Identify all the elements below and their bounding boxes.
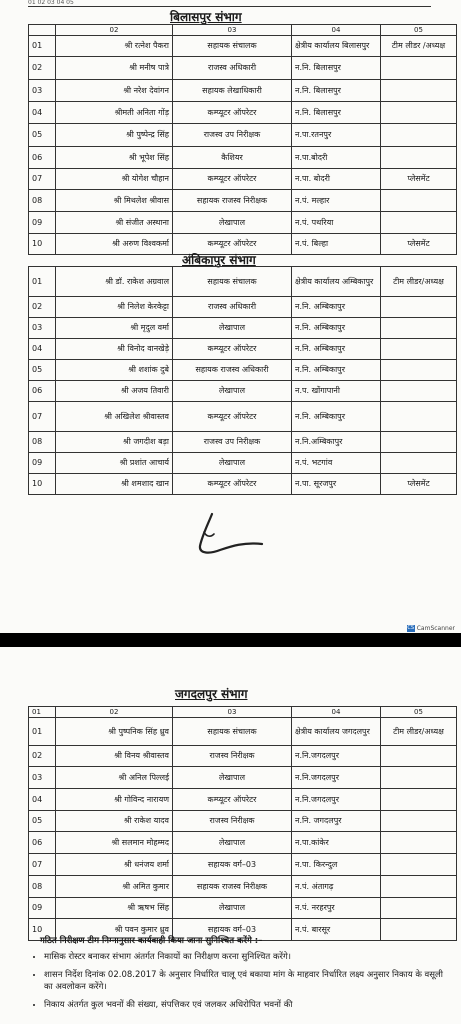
remark-cell	[381, 832, 457, 854]
serial-number-cell: 08	[29, 432, 56, 453]
serial-number-cell: 03	[29, 767, 56, 789]
header-cell: 05	[381, 707, 457, 718]
table-row	[29, 297, 457, 318]
signature	[190, 510, 270, 560]
table-row	[29, 854, 457, 876]
name-cell: श्री मृदुल वर्मा	[56, 318, 173, 339]
serial-number-cell: 08	[29, 190, 56, 212]
office-cell: न.नि. बिलासपुर	[292, 102, 381, 124]
office-cell: न.पं. नरहरपुर	[292, 898, 381, 919]
designation-cell: कम्प्यूटर ऑपरेटर	[173, 234, 292, 255]
office-cell: न.नि. बिलासपुर	[292, 57, 381, 80]
name-cell: श्रीमती अनिता गोंड़	[56, 102, 173, 124]
name-cell: श्री डॉ. राकेश अग्रवाल	[56, 267, 173, 297]
table-row	[29, 381, 457, 402]
serial-number-cell: 04	[29, 339, 56, 360]
serial-number-cell: 10	[29, 474, 56, 495]
table-row	[29, 267, 457, 297]
table-row	[29, 190, 457, 212]
designation-cell: कैशियर	[173, 147, 292, 169]
designation-cell: सहायक राजस्व निरीक्षक	[173, 876, 292, 898]
designation-cell: लेखापाल	[173, 767, 292, 789]
serial-number-cell: 07	[29, 854, 56, 876]
table-row	[29, 767, 457, 789]
designation-cell: कम्प्यूटर ऑपरेटर	[173, 789, 292, 811]
designation-cell: राजस्व निरीक्षक	[173, 811, 292, 832]
designation-cell: लेखापाल	[173, 453, 292, 474]
name-cell: श्री अजय तिवारी	[56, 381, 173, 402]
office-cell: न.पं. अंतागढ़	[292, 876, 381, 898]
table-row	[29, 746, 457, 767]
serial-number-cell: 10	[29, 919, 56, 941]
table-row	[29, 57, 457, 80]
serial-number-cell: 04	[29, 102, 56, 124]
serial-number-cell: 02	[29, 57, 56, 80]
header-cell: 02	[56, 25, 173, 36]
serial-number-cell: 10	[29, 234, 56, 255]
designation-cell: राजस्व उप निरीक्षक	[173, 432, 292, 453]
name-cell: श्री राकेश यादव	[56, 811, 173, 832]
office-cell: न.पं. पथरिया	[292, 212, 381, 234]
table-row	[29, 832, 457, 854]
remark-cell	[381, 402, 457, 432]
name-cell: श्री धनंजय शर्मा	[56, 854, 173, 876]
instructions-section	[32, 935, 452, 1017]
name-cell: श्री अनिल पिल्लई	[56, 767, 173, 789]
ambikapur-division-title: अंबिकापुर संभाग	[182, 253, 256, 267]
remark-cell	[381, 453, 457, 474]
serial-number-cell: 08	[29, 876, 56, 898]
serial-number-cell: 07	[29, 402, 56, 432]
table-row	[29, 876, 457, 898]
header-cell: 02	[56, 707, 173, 718]
remark-cell	[381, 432, 457, 453]
remark-cell: टीम लीडर/अध्यक्ष	[381, 718, 457, 746]
designation-cell: कम्प्यूटर ऑपरेटर	[173, 339, 292, 360]
table-row	[29, 811, 457, 832]
name-cell: श्री गोविन्द नारायण	[56, 789, 173, 811]
remark-cell: प्लेसमेंट	[381, 234, 457, 255]
remark-cell	[381, 57, 457, 80]
camscanner-label: CamScanner	[416, 625, 455, 632]
remark-cell	[381, 854, 457, 876]
serial-number-cell: 01	[29, 718, 56, 746]
office-cell: न.पं. बिल्हा	[292, 234, 381, 255]
header-cell: 03	[173, 25, 292, 36]
office-cell: न.पं. भटगांव	[292, 453, 381, 474]
table-row	[29, 360, 457, 381]
serial-number-cell: 03	[29, 80, 56, 102]
name-cell: श्री विनय श्रीवास्तव	[56, 746, 173, 767]
instruction-item: • मासिक रोस्टर बनाकर संभाग अंतर्गत निकायों का निरीक्षण करना सुनिश्चित करेंगे।	[44, 951, 452, 963]
remark-cell	[381, 876, 457, 898]
page-separator	[0, 633, 461, 647]
office-cell: न.नि. अम्बिकापुर	[292, 318, 381, 339]
remark-cell	[381, 124, 457, 147]
serial-number-cell: 04	[29, 789, 56, 811]
table-row	[29, 102, 457, 124]
remark-cell	[381, 212, 457, 234]
remark-cell: प्लेसमेंट	[381, 169, 457, 190]
serial-number-cell: 02	[29, 746, 56, 767]
remark-cell	[381, 339, 457, 360]
name-cell: श्री विनोद वानखेड़े	[56, 339, 173, 360]
table-row	[29, 318, 457, 339]
remark-cell	[381, 360, 457, 381]
designation-cell: सहायक लेखाधिकारी	[173, 80, 292, 102]
name-cell: श्री अरुण विश्वकर्मा	[56, 234, 173, 255]
office-cell: न.पा.कांकेर	[292, 832, 381, 854]
table-row	[29, 402, 457, 432]
serial-number-cell: 06	[29, 381, 56, 402]
designation-cell: कम्प्यूटर ऑपरेटर	[173, 402, 292, 432]
remark-cell	[381, 811, 457, 832]
table-row	[29, 718, 457, 746]
camscanner-icon: CS	[407, 625, 415, 631]
table-header-row	[29, 25, 457, 36]
name-cell: श्री पुष्पेन्द्र सिंह	[56, 124, 173, 147]
remark-cell	[381, 746, 457, 767]
serial-number-cell: 05	[29, 360, 56, 381]
office-cell: न.नि.जगदलपुर	[292, 746, 381, 767]
serial-number-cell: 01	[29, 267, 56, 297]
name-cell: श्री सलमान मोहम्मद	[56, 832, 173, 854]
remark-cell	[381, 297, 457, 318]
instructions-heading: गठित निरीक्षण टीम निम्नानुसार कार्यवाही किया जाना सुनिश्चित करेंगे :–	[40, 936, 263, 946]
office-cell: क्षेत्रीय कार्यालय बिलासपुर	[292, 36, 381, 57]
table-row	[29, 789, 457, 811]
office-cell: न.नि.जगदलपुर	[292, 789, 381, 811]
header-cell: 03	[173, 707, 292, 718]
serial-number-cell: 06	[29, 832, 56, 854]
name-cell: श्री मनीष पात्रे	[56, 57, 173, 80]
designation-cell: सहायक वर्ग–03	[173, 854, 292, 876]
name-cell: श्री संजीत अस्थाना	[56, 212, 173, 234]
serial-number-cell: 03	[29, 318, 56, 339]
office-cell: न.नि. अम्बिकापुर	[292, 360, 381, 381]
table-row	[29, 339, 457, 360]
office-cell: न.प. खोंगापानी	[292, 381, 381, 402]
office-cell: न.पा.बोदरी	[292, 147, 381, 169]
office-cell: न.नि. अम्बिकापुर	[292, 297, 381, 318]
office-cell: क्षेत्रीय कार्यालय जगदलपुर	[292, 718, 381, 746]
designation-cell: सहायक राजस्व अधिकारी	[173, 360, 292, 381]
table-row	[29, 124, 457, 147]
scanned-page-2	[0, 647, 461, 1024]
serial-number-cell: 02	[29, 297, 56, 318]
name-cell: श्री योगेश चौहान	[56, 169, 173, 190]
instructions-list	[32, 951, 452, 1011]
office-cell: न.नि.जगदलपुर	[292, 767, 381, 789]
designation-cell: सहायक संचालक	[173, 36, 292, 57]
name-cell: श्री जगदीश बड़ा	[56, 432, 173, 453]
name-cell: श्री पुष्पनिक सिंह ध्रुव	[56, 718, 173, 746]
header-cell: 04	[292, 707, 381, 718]
instruction-item: • शासन निर्देश दिनांक 02.08.2017 के अनुसार निर्धारित चालू एवं बकाया मांग के माहवार निर्धारित लक्ष्य अनुसार निकाय के वसूली का अवलोकन करेंगे।	[44, 969, 452, 993]
bilaspur-table	[28, 24, 457, 255]
designation-cell: सहायक संचालक	[173, 718, 292, 746]
designation-cell: कम्प्यूटर ऑपरेटर	[173, 169, 292, 190]
designation-cell: सहायक वर्ग–03	[173, 919, 292, 941]
table-header-row	[29, 707, 457, 718]
jagdalpur-division-title: जगदलपुर संभाग	[175, 687, 248, 701]
instruction-item: • निकाय अंतर्गत कुल भवनों की संख्या, संपत्तिकर एवं जलकर अधिरोपित भवनों की	[44, 999, 452, 1011]
designation-cell: राजस्व निरीक्षक	[173, 746, 292, 767]
name-cell: श्री रत्नेश पैकरा	[56, 36, 173, 57]
remark-cell	[381, 381, 457, 402]
remark-cell	[381, 80, 457, 102]
office-cell: न.नि.अम्बिकापुर	[292, 432, 381, 453]
name-cell: श्री नरेश देवांगन	[56, 80, 173, 102]
serial-number-cell: 05	[29, 811, 56, 832]
remark-cell	[381, 147, 457, 169]
name-cell: श्री शशांक दुबे	[56, 360, 173, 381]
serial-number-cell: 06	[29, 147, 56, 169]
name-cell: श्री अखिलेश श्रीवास्तव	[56, 402, 173, 432]
table-row	[29, 898, 457, 919]
serial-number-cell: 09	[29, 212, 56, 234]
serial-number-cell: 05	[29, 124, 56, 147]
office-cell: न.नि. अम्बिकापुर	[292, 402, 381, 432]
name-cell: श्री शमशाद खान	[56, 474, 173, 495]
table-row	[29, 453, 457, 474]
designation-cell: सहायक राजस्व निरीक्षक	[173, 190, 292, 212]
office-cell: न.पं. बारसूर	[292, 919, 381, 941]
name-cell: श्री भूपेश सिंह	[56, 147, 173, 169]
name-cell: श्री प्रशांत आचार्य	[56, 453, 173, 474]
header-cell: 05	[381, 25, 457, 36]
designation-cell: कम्प्यूटर ऑपरेटर	[173, 102, 292, 124]
header-cell: 01	[29, 707, 56, 718]
office-cell: न.पा. सूरजपुर	[292, 474, 381, 495]
table-row	[29, 474, 457, 495]
bilaspur-division-title: बिलासपुर संभाग	[170, 10, 242, 24]
remark-cell	[381, 898, 457, 919]
top-number-strip: 01 02 03 04 05	[28, 0, 431, 7]
remark-cell: प्लेसमेंट	[381, 474, 457, 495]
designation-cell: लेखापाल	[173, 898, 292, 919]
office-cell: न.नि. अम्बिकापुर	[292, 339, 381, 360]
designation-cell: राजस्व अधिकारी	[173, 57, 292, 80]
office-cell: न.पं. मल्हार	[292, 190, 381, 212]
table-row	[29, 432, 457, 453]
designation-cell: कम्प्यूटर ऑपरेटर	[173, 474, 292, 495]
remark-cell	[381, 190, 457, 212]
office-cell: न.पा. किरन्दुल	[292, 854, 381, 876]
remark-cell	[381, 767, 457, 789]
remark-cell	[381, 789, 457, 811]
table-row	[29, 80, 457, 102]
designation-cell: लेखापाल	[173, 318, 292, 339]
office-cell: न.नि. बिलासपुर	[292, 80, 381, 102]
ambikapur-table	[28, 266, 457, 495]
table-row	[29, 147, 457, 169]
name-cell: श्री निलेश केरकेट्टा	[56, 297, 173, 318]
designation-cell: सहायक संचालक	[173, 267, 292, 297]
serial-number-cell: 09	[29, 898, 56, 919]
designation-cell: लेखापाल	[173, 212, 292, 234]
designation-cell: राजस्व उप निरीक्षक	[173, 124, 292, 147]
remark-cell	[381, 102, 457, 124]
office-cell: न.पा. बोदरी	[292, 169, 381, 190]
serial-number-cell: 07	[29, 169, 56, 190]
office-cell: न.नि. जगदलपुर	[292, 811, 381, 832]
office-cell: न.पा.रतनपुर	[292, 124, 381, 147]
table-row	[29, 36, 457, 57]
table-row	[29, 169, 457, 190]
designation-cell: राजस्व अधिकारी	[173, 297, 292, 318]
designation-cell: लेखापाल	[173, 832, 292, 854]
serial-number-cell: 09	[29, 453, 56, 474]
name-cell: श्री अमित कुमार	[56, 876, 173, 898]
header-cell: 04	[292, 25, 381, 36]
office-cell: क्षेत्रीय कार्यालय अम्बिकापुर	[292, 267, 381, 297]
remark-cell	[381, 318, 457, 339]
table-row	[29, 212, 457, 234]
remark-cell: टीम लीडर/अध्यक्ष	[381, 267, 457, 297]
camscanner-watermark	[407, 625, 455, 632]
name-cell: श्री ऋषभ सिंह	[56, 898, 173, 919]
designation-cell: लेखापाल	[173, 381, 292, 402]
jagdalpur-table	[28, 706, 457, 941]
name-cell: श्री मिथलेश श्रीवास	[56, 190, 173, 212]
name-cell: श्री पवन कुमार ध्रुव	[56, 919, 173, 941]
serial-number-cell: 01	[29, 36, 56, 57]
remark-cell: टीम लीडर /अध्यक्ष	[381, 36, 457, 57]
